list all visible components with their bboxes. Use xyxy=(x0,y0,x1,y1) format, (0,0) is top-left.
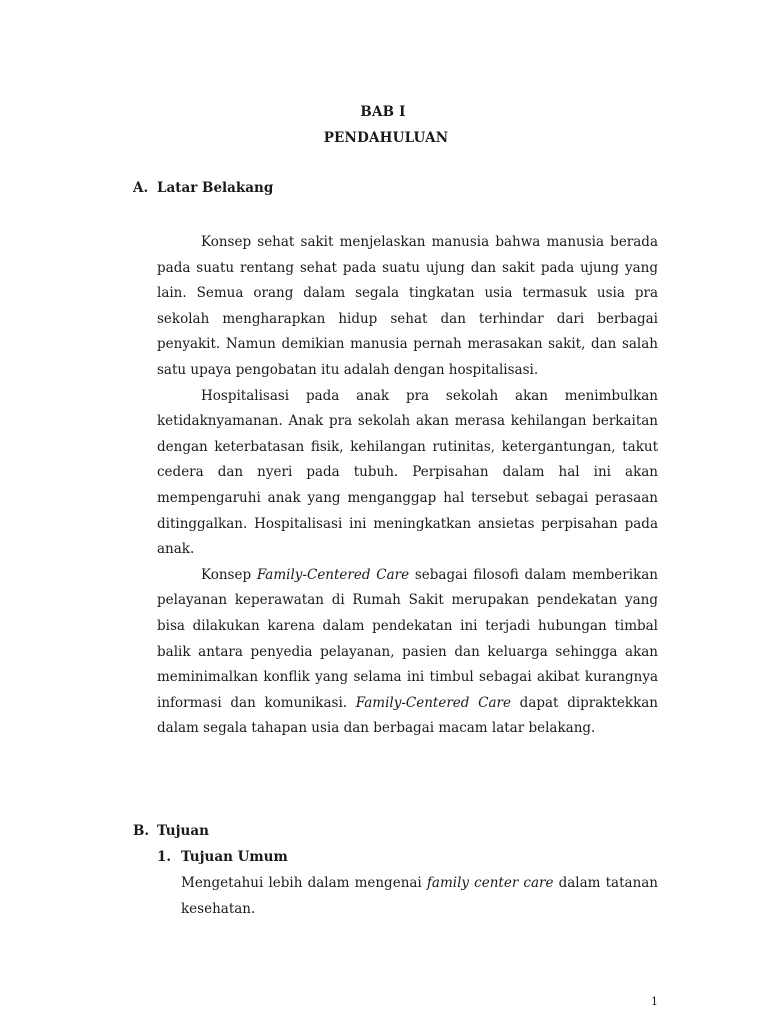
subsection-heading xyxy=(157,849,288,865)
section-b-heading xyxy=(133,823,209,839)
subsection-marker: 1. xyxy=(157,849,172,865)
subsection-title: Tujuan Umum xyxy=(181,849,288,865)
section-a-body xyxy=(157,230,658,742)
italic-term: Family-Centered Care xyxy=(355,694,511,711)
paragraph xyxy=(157,563,658,742)
subsection-body xyxy=(181,871,658,922)
chapter-title: PENDAHULUAN xyxy=(323,130,449,146)
section-a-heading xyxy=(133,180,273,196)
page-number: 1 xyxy=(651,995,658,1008)
paragraph xyxy=(157,384,658,563)
subsection-paragraph xyxy=(181,871,658,922)
paragraph xyxy=(157,230,658,384)
section-b-title: Tujuan xyxy=(157,823,209,839)
text-run: Konsep sehat sakit menjelaskan manusia bahwa manusia berada pada suatu rentang sehat pada suatu ujung dan sakit pada ujung yang lain. Semua orang dalam segala tingkatan usia termasuk usia pra sekolah mengharapkan hidup sehat dan terhindar dari berbagai penyakit. Namun demikian manusia pernah merasakan sakit, dan salah satu upaya pengobatan itu adalah dengan hospitalisasi. xyxy=(157,234,658,378)
text-run: dapat dipraktekkan dalam segala tahapan usia dan berbagai macam latar belakang. xyxy=(157,694,658,737)
text-run: Hospitalisasi pada anak pra sekolah akan menimbulkan ketidaknyamanan. Anak pra sekolah akan merasa kehilangan berkaitan dengan keterbatasan fisik, kehilangan rutinitas, ketergantungan, takut cedera dan nyeri pada tubuh. Perpisahan dalam hal ini akan mempengaruhi anak yang menganggap hal tersebut sebagai perasaan ditinggalkan. Hospitalisasi ini meningkatkan ansietas perpisahan pada anak. xyxy=(157,387,658,558)
text-run: sebagai filosofi dalam memberikan pelayanan keperawatan di Rumah Sakit merupakan pendekatan yang bisa dilakukan karena dalam pendekatan ini terjadi hubungan timbal balik antara penyedia pelayanan, pasien dan keluarga sehingga akan meminimalkan konflik yang selama ini timbul sebagai akibat kurangnya informasi dan komunikasi. xyxy=(157,566,658,711)
section-b-marker: B. xyxy=(133,823,150,839)
italic-term: family center care xyxy=(426,875,554,891)
section-a-title: Latar Belakang xyxy=(157,180,274,196)
text-run: Mengetahui lebih dalam mengenai xyxy=(181,875,427,891)
section-a-marker: A. xyxy=(133,180,149,196)
text-run: Konsep xyxy=(201,566,257,583)
chapter-number: BAB I xyxy=(360,104,406,120)
italic-term: Family-Centered Care xyxy=(256,566,410,583)
text-run: dalam tatanan kesehatan. xyxy=(181,875,659,917)
